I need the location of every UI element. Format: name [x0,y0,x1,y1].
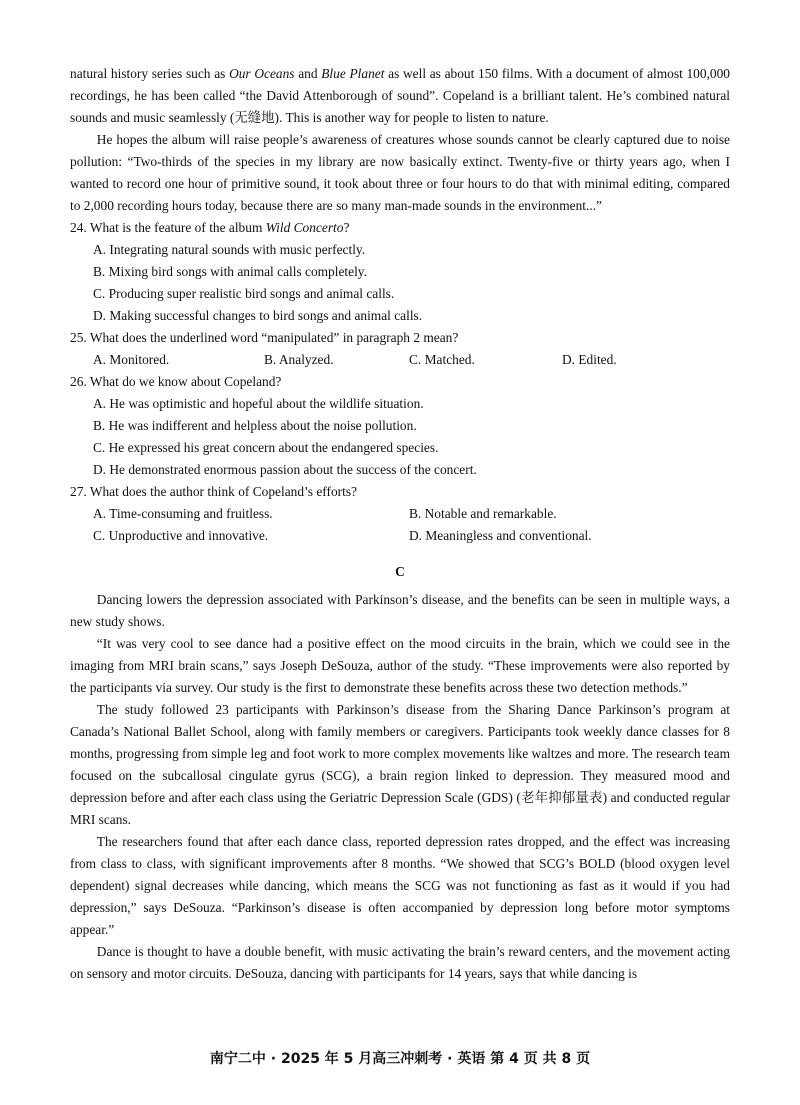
option-d: D. Making successful changes to bird songs and animal calls. [93,308,423,323]
question-24 [70,217,730,327]
option-c: C. Producing super realistic bird songs and animal calls. [93,286,395,301]
option-a: A. He was optimistic and hopeful about the wildlife situation. [93,396,424,411]
paragraph-c2: “It was very cool to see dance had a positive effect on the mood circuits in the brain, which we could see in the imaging from MRI brain scans,” says Joseph DeSouza, author of the study. “These improvements were also reported by the participants via survey. Our study is the first to demonstrate these benefits across these two detection methods.” [70,636,730,695]
paragraph-copeland-intro [70,63,730,129]
album-title: Wild Concerto [265,220,344,235]
text-run: as well as about 150 films. With a document of almost 100,000 recordings, he has been called “the David Attenborough of sound”. Copeland is a brilliant talent. He’s combined natural sounds and music seamlessly (无缝地). This is another way for people to listen to nature. [70,66,731,125]
section-heading-c: C [395,564,405,579]
question-stem: 25. What does the underlined word “manipulated” in paragraph 2 mean? [70,330,459,345]
paragraph-copeland-hopes: He hopes the album will raise people’s awareness of creatures whose sounds cannot be clearly captured due to noise pollution: “Two-thirds of the species in my library are now basically extinct. Twenty-five or thirty years ago, when I wanted to record one hour of primitive sound, it took about three or four hours to do that with minimal editing, compared to 2,000 recording hours today, because there are so many man-made sounds in the environment...” [70,132,730,213]
options-row [70,525,730,547]
stem-text: ? [343,220,350,235]
page-content [70,63,730,985]
option-c: C. He expressed his great concern about the endangered species. [93,440,439,455]
stem-text: 24. What is the feature of the album [70,220,266,235]
title-our-oceans: Our Oceans [229,66,295,81]
paragraph-c5: Dance is thought to have a double benefit, with music activating the brain’s reward centers, and the movement acting on sensory and motor circuits. DeSouza, dancing with participants for 14 years, says that while dancing is [70,944,730,981]
options-row [70,503,730,525]
question-stem: 27. What does the author think of Copeland’s efforts? [70,484,357,499]
question-stem [70,217,730,239]
question-25 [70,327,730,371]
option-b: B. Analyzed. [264,352,334,367]
question-27 [70,481,730,547]
option-a: A. Time-consuming and fruitless. [93,506,273,521]
option-b: B. Mixing bird songs with animal calls completely. [93,264,367,279]
option-c: C. Unproductive and innovative. [93,528,269,543]
option-d: D. Meaningless and conventional. [409,528,592,543]
options-row [70,349,730,371]
option-a: A. Integrating natural sounds with music perfectly. [93,242,366,257]
page-footer: 南宁二中 · 2025 年 5 月高三冲刺考 · 英语 第 4 页 共 8 页 [209,1051,591,1067]
option-b: B. He was indifferent and helpless about the noise pollution. [93,418,417,433]
paragraph-c1: Dancing lowers the depression associated with Parkinson’s disease, and the benefits can be seen in multiple ways, a new study shows. [70,592,730,629]
text-run: and [294,66,322,81]
option-a: A. Monitored. [93,352,170,367]
paragraph-c3: The study followed 23 participants with Parkinson’s disease from the Sharing Dance Parkinson’s program at Canada’s National Ballet School, along with family members or caregivers. Participants took weekly dance classes for 8 months, progressing from simple leg and foot work to more complex movements like waltzes and more. The research team focused on the subcallosal cingulate gyrus (SCG), a brain region linked to depression. They measured mood and depression before and after each class using the Geriatric Depression Scale (GDS) (老年抑郁量表) and conducted regular MRI scans. [70,702,730,827]
question-26 [70,371,730,481]
title-blue-planet: Blue Planet [321,66,385,81]
paragraph-c4: The researchers found that after each dance class, reported depression rates dropped, and the effect was increasing from class to class, with significant improvements after 8 months. “We showed that SCG’s BOLD (blood oxygen level dependent) signal decreases while dancing, which means the SCG was not functioning as fast as it would if you had depression,” says DeSouza. “Parkinson’s disease is often accompanied by depression long before motor symptoms appear.” [70,834,730,937]
text-run: natural history series such as [70,66,230,81]
question-stem: 26. What do we know about Copeland? [70,374,282,389]
option-d: D. Edited. [562,352,617,367]
option-d: D. He demonstrated enormous passion about the success of the concert. [93,462,477,477]
option-b: B. Notable and remarkable. [409,506,557,521]
option-c: C. Matched. [409,352,475,367]
